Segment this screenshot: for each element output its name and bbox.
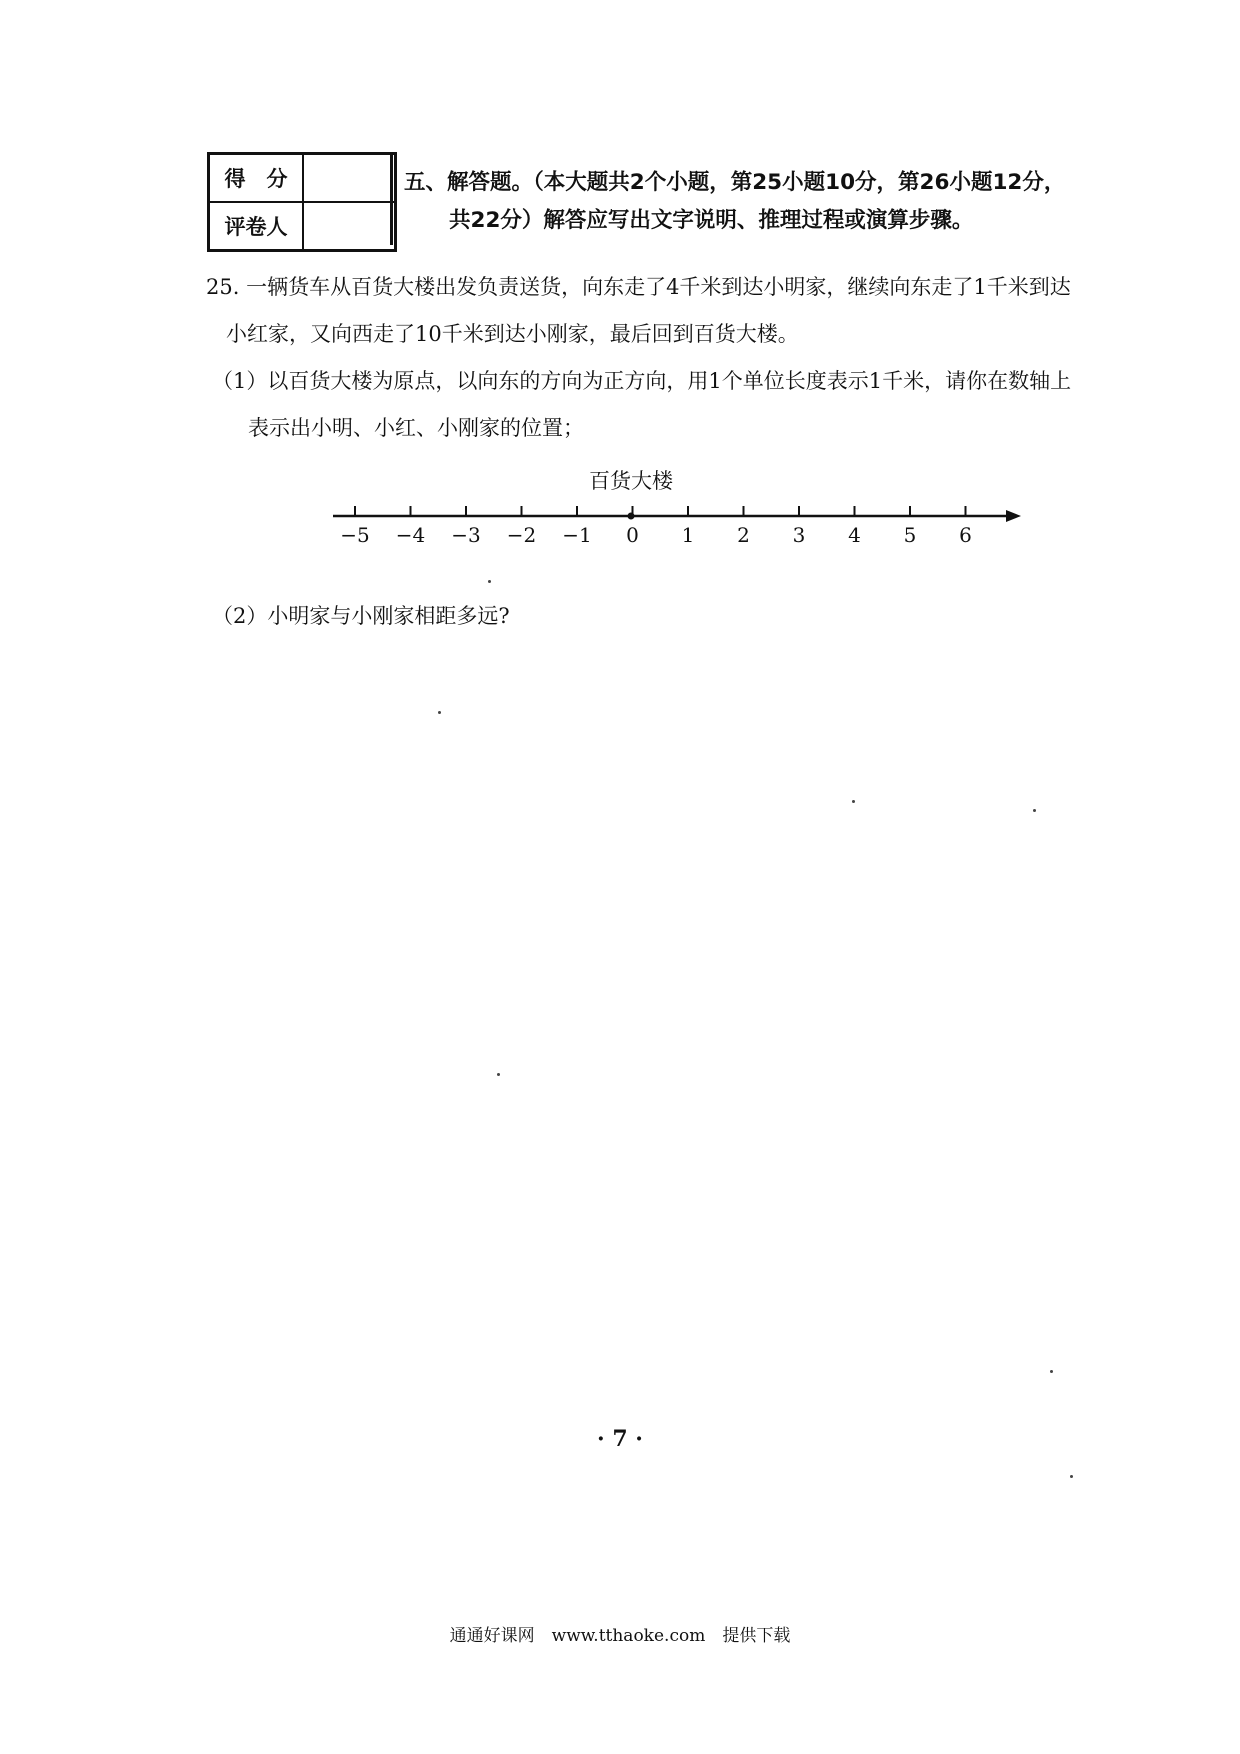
section-heading-line1: 五、解答题。（本大题共2个小题，第25小题10分，第26小题12分， (404, 170, 1066, 195)
scan-speck (852, 800, 855, 803)
number-line (0, 0, 1240, 600)
footer-credit: 通通好课网 www.tthaoke.com 提供下载 (449, 1626, 791, 1646)
tick-label: −2 (506, 523, 537, 547)
tick-label: −3 (451, 523, 481, 547)
tick-label: 5 (903, 523, 917, 547)
question25-line1: 25. 一辆货车从百货大楼出发负责送货，向东走了4千米到达小明家，继续向东走了1千米到达 (206, 275, 1071, 299)
tick-label: −4 (395, 523, 426, 547)
question25-line2: 小红家，又向西走了10千米到达小刚家，最后回到百货大楼。 (226, 322, 799, 346)
tick-label: 6 (959, 523, 972, 547)
tick-label: −1 (562, 523, 592, 547)
tick-label: 3 (792, 523, 806, 547)
page-number: · 7 · (597, 1426, 643, 1452)
scan-speck (1050, 1370, 1053, 1373)
tick-label: 1 (681, 523, 695, 547)
part1-line1: （1）以百货大楼为原点，以向东的方向为正方向，用1个单位长度表示1千米，请你在数轴上 (212, 369, 1072, 393)
number-line-arrow (1006, 510, 1021, 522)
tick-label: −5 (340, 523, 370, 547)
tick-label: 0 (626, 523, 639, 547)
scan-speck (497, 1073, 500, 1076)
section-heading-line2: 共22分）解答应写出文字说明、推理过程或演算步骤。 (449, 208, 974, 233)
part1-line2: 表示出小明、小红、小刚家的位置； (248, 416, 584, 440)
score-label: 得 分 (209, 154, 304, 203)
tick-label: 2 (737, 523, 750, 547)
scan-speck (1070, 1475, 1073, 1478)
scan-speck (1033, 809, 1036, 812)
tick-label: 4 (848, 523, 861, 547)
origin-label: 百货大楼 (589, 469, 673, 493)
part2-question: （2）小明家与小刚家相距多远? (212, 604, 510, 628)
scan-speck (488, 580, 491, 583)
tick-group (340, 506, 972, 547)
grader-label: 评卷人 (209, 202, 304, 251)
scan-speck (438, 711, 441, 714)
